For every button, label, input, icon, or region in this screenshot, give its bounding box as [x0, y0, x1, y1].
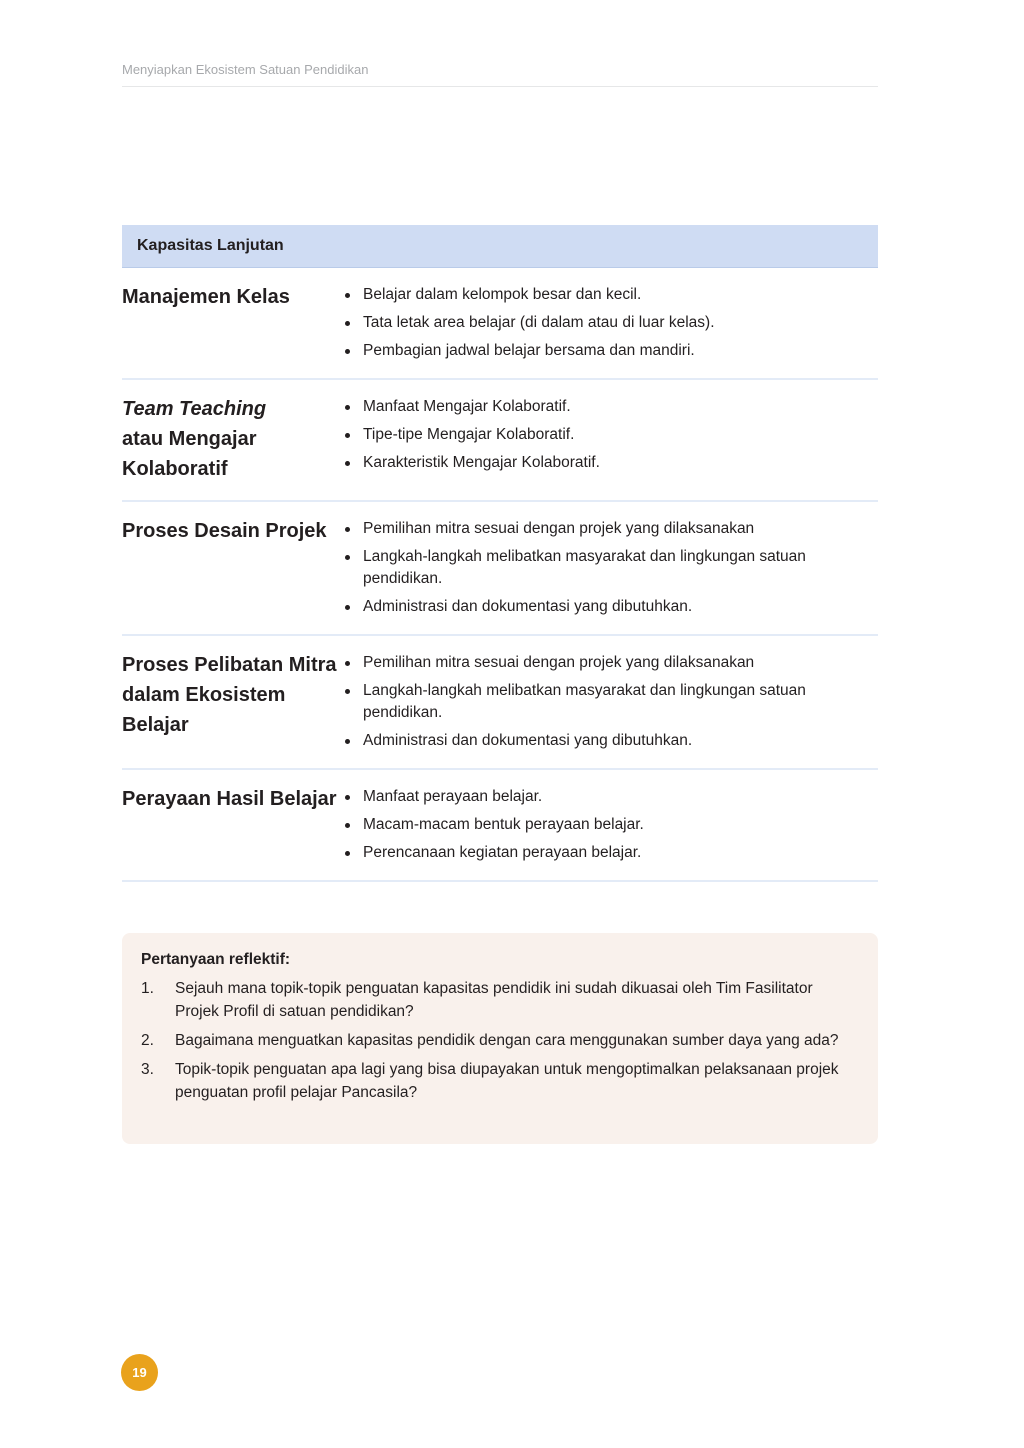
bullet-list — [340, 284, 878, 362]
bullet-list — [340, 396, 878, 484]
reflection-title: Pertanyaan reflektif: — [141, 951, 291, 968]
reflection-list — [141, 977, 854, 1104]
list-item: Pemilihan mitra sesuai dengan projek yang dilaksanakan — [340, 652, 878, 674]
table-row — [122, 770, 878, 882]
capacity-table — [122, 225, 878, 882]
list-item: Tata letak area belajar (di dalam atau di luar kelas). — [340, 312, 878, 334]
list-item: Perencanaan kegiatan perayaan belajar. — [340, 842, 878, 864]
bullet-list — [340, 518, 878, 618]
table-row — [122, 268, 878, 380]
row-title: Team Teaching atau Mengajar Kolaboratif — [122, 394, 340, 484]
row-title: Perayaan Hasil Belajar — [122, 788, 337, 810]
page-number-badge: 19 — [121, 1354, 158, 1391]
list-item: Administrasi dan dokumentasi yang dibutuhkan. — [340, 596, 878, 618]
reflection-box — [122, 933, 878, 1144]
list-item — [141, 1058, 854, 1104]
list-item: Langkah-langkah melibatkan masyarakat dan lingkungan satuan pendidikan. — [340, 546, 878, 590]
list-item: Langkah-langkah melibatkan masyarakat dan lingkungan satuan pendidikan. — [340, 680, 878, 724]
list-item — [141, 977, 854, 1023]
table-row — [122, 636, 878, 770]
list-item: Belajar dalam kelompok besar dan kecil. — [340, 284, 878, 306]
list-item: Karakteristik Mengajar Kolaboratif. — [340, 452, 878, 474]
list-item: Administrasi dan dokumentasi yang dibutuhkan. — [340, 730, 878, 752]
row-title-italic: Team Teaching — [122, 398, 267, 420]
row-title: Proses Pelibatan Mitra dalam Ekosistem Belajar — [122, 654, 337, 736]
row-title: Manajemen Kelas — [122, 286, 290, 308]
bullet-list — [340, 786, 878, 864]
item-text: Topik-topik penguatan apa lagi yang bisa diupayakan untuk mengoptimalkan pelaksanaan projek penguatan profil pelajar Pancasila? — [175, 1061, 839, 1101]
list-item: Pembagian jadwal belajar bersama dan mandiri. — [340, 340, 878, 362]
item-text: Bagaimana menguatkan kapasitas pendidik dengan cara menggunakan sumber daya yang ada? — [175, 1032, 839, 1049]
list-item: Manfaat perayaan belajar. — [340, 786, 878, 808]
table-header: Kapasitas Lanjutan — [122, 225, 878, 268]
table-row — [122, 380, 878, 502]
list-item: Manfaat Mengajar Kolaboratif. — [340, 396, 878, 418]
list-item: Pemilihan mitra sesuai dengan projek yang dilaksanakan — [340, 518, 878, 540]
item-text: Sejauh mana topik-topik penguatan kapasitas pendidik ini sudah dikuasai oleh Tim Fasilitator Projek Profil di satuan pendidikan? — [175, 980, 813, 1020]
list-item: Macam-macam bentuk perayaan belajar. — [340, 814, 878, 836]
item-number: 2. — [141, 1032, 154, 1049]
item-number: 1. — [141, 980, 154, 997]
bullet-list — [340, 652, 878, 752]
list-item: Tipe-tipe Mengajar Kolaboratif. — [340, 424, 878, 446]
row-title: Proses Desain Projek — [122, 520, 327, 542]
table-row — [122, 502, 878, 636]
running-head: Menyiapkan Ekosistem Satuan Pendidikan — [122, 62, 878, 87]
list-item — [141, 1029, 854, 1052]
item-number: 3. — [141, 1061, 154, 1078]
